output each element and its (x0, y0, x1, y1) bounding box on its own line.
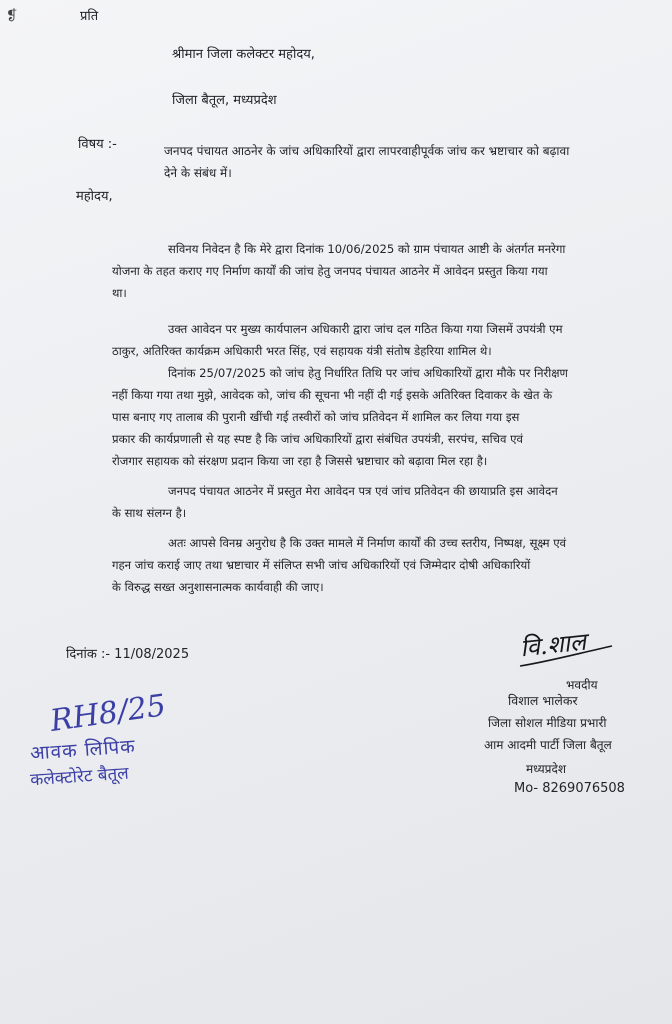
letter-date: दिनांक :- 11/08/2025 (66, 647, 190, 662)
subject-label: विषय :- (78, 137, 117, 152)
subject-line: देने के संबंध में। (164, 166, 232, 180)
signer-name: विशाल भालेकर (508, 693, 578, 708)
closing-text: भवदीय (566, 678, 598, 692)
paragraph-3 (112, 362, 568, 472)
paragraph-line: अतः आपसे विनम्र अनुरोध है कि उक्त मामले में निर्माण कार्यों की उच्च स्तरीय, निष्पक्ष, सूक्ष्म एवं (168, 536, 567, 550)
paragraph-line: जनपद पंचायत आठनेर में प्रस्तुत मेरा आवेदन पत्र एवं जांच प्रतिवेदन की छायाप्रति इस आवेदन (168, 484, 558, 498)
paragraph-line: प्रकार की कार्यप्रणाली से यह स्पष्ट है कि जांच अधिकारियों द्वारा संबंधित उपयंत्री, सरपंच, सचिव एवं (112, 432, 523, 446)
paragraph-4 (112, 480, 558, 524)
page-corner-mark: ❡ (6, 8, 18, 24)
paragraph-line: के विरुद्ध सख्त अनुशासनात्मक कार्यवाही की जाए। (112, 580, 324, 594)
paragraph-line: दिनांक 25/07/2025 को जांच हेतु निर्धारित तिथि पर जांच अधिकारियों द्वारा मौके पर निरीक्षण (168, 366, 568, 380)
paragraph-line: गहन जांच कराई जाए तथा भ्रष्टाचार में संलिप्त सभी जांच अधिकारियों एवं जिम्मेदार दोषी अधिकारियों (112, 558, 531, 572)
paragraph-5 (112, 532, 566, 598)
paragraph-line: उक्त आवेदन पर मुख्य कार्यपालन अधिकारी द्वारा जांच दल गठित किया गया जिसमें उपयंत्री एम (168, 322, 563, 336)
salutation: महोदय, (76, 189, 113, 204)
paragraph-line: नहीं किया गया तथा मुझे, आवेदक को, जांच की सूचना भी नहीं दी गई इसके अतिरिक्त दिवाकर के खेत के (112, 388, 553, 402)
recipient-line1: श्रीमान जिला कलेक्टर महोदय, (172, 47, 315, 62)
paragraph-line: ठाकुर, अतिरिक्त कार्यक्रम अधिकारी भरत सिंह, एवं सहायक यंत्री संतोष डेहरिया शामिल थे। (112, 344, 492, 358)
signature-flourish-icon (516, 640, 616, 680)
paragraph-1 (112, 238, 565, 304)
recipient-line2: जिला बैतूल, मध्यप्रदेश (172, 93, 277, 108)
paragraph-line: पास बनाए गए तालाब की पुरानी खींची गई तस्वीरों को जांच प्रतिवेदन में शामिल कर लिया गया इस (112, 410, 520, 424)
prati-label: प्रति (80, 9, 99, 24)
signer-mobile: Mo- 8269076508 (514, 781, 625, 796)
paragraph-line: योजना के तहत कराए गए निर्माण कार्यों की जांच हेतु जनपद पंचायत आठनेर में आवेदन प्रस्तुत किया गया (112, 264, 548, 278)
stamp-line1: आवक लिपिक (29, 735, 137, 765)
subject-text (164, 140, 569, 184)
signer-title2: आम आदमी पार्टी जिला बैतूल (484, 738, 612, 752)
stamp-handwritten-mark: RH8/25 (48, 688, 168, 739)
stamp-line2: कलेक्टोरेट बैतूल (29, 763, 130, 791)
subject-line: जनपद पंचायत आठनेर के जांच अधिकारियों द्वारा लापरवाहीपूर्वक जांच कर भ्रष्टाचार को बढ़ावा (164, 144, 570, 158)
handwritten-signature: वि.शाल (518, 627, 588, 663)
paragraph-line: था। (112, 286, 127, 300)
signer-state: मध्यप्रदेश (526, 762, 567, 776)
paragraph-line: सविनय निवेदन है कि मेरे द्वारा दिनांक 10/06/2025 को ग्राम पंचायत आष्टी के अंतर्गत मनरेगा (168, 242, 566, 256)
paragraph-line: के साथ संलग्न है। (112, 506, 187, 520)
signer-title1: जिला सोशल मीडिया प्रभारी (488, 716, 607, 730)
paragraph-2 (112, 318, 563, 362)
paragraph-line: रोजगार सहायक को संरक्षण प्रदान किया जा रहा है जिससे भ्रष्टाचार को बढ़ावा मिल रहा है। (112, 454, 488, 468)
